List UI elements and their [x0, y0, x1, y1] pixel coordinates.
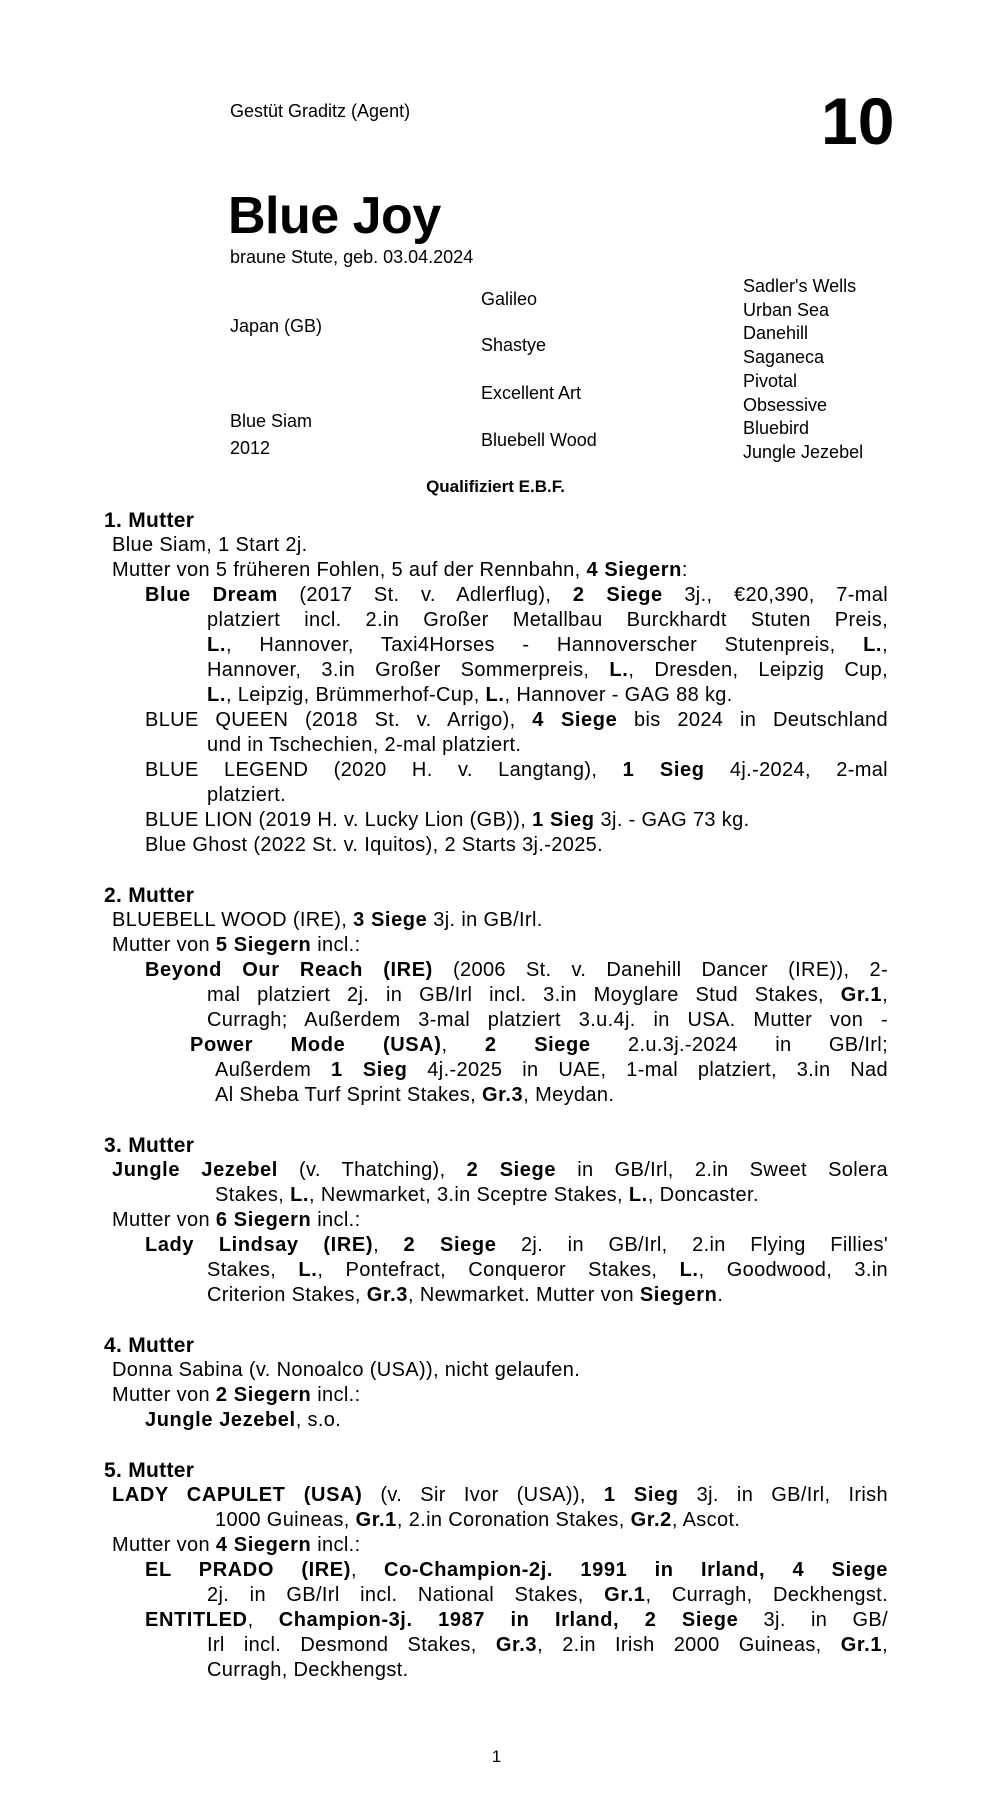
text-line	[207, 608, 888, 633]
text-run: ,	[351, 1559, 385, 1581]
text-run: 3j. in GB/	[738, 1609, 888, 1631]
text-line	[112, 1208, 360, 1233]
pedigree-great-grandparent: Pivotal	[743, 370, 798, 391]
text-run: , Pontefract, Conqueror Stakes,	[317, 1259, 680, 1281]
text-line	[145, 1608, 888, 1633]
bold-run: EL PRADO (IRE)	[145, 1559, 352, 1581]
bold-run: Lady Lindsay (IRE)	[145, 1234, 374, 1256]
bold-run: 4 Siegern	[586, 559, 682, 581]
text-run: Irl incl. Desmond Stakes,	[207, 1634, 496, 1656]
text-line	[215, 1183, 759, 1208]
bold-run: Gr.1	[840, 984, 883, 1006]
bold-run: Gr.1	[840, 1634, 883, 1656]
text-run: Stakes,	[215, 1184, 291, 1206]
text-run: :	[681, 559, 688, 581]
bold-run: L.	[207, 684, 226, 706]
text-run: Mutter von	[112, 934, 216, 956]
text-run: 3j. in GB/Irl.	[427, 909, 543, 931]
text-line	[207, 633, 888, 658]
text-run: Außerdem	[215, 1059, 332, 1081]
text-run: in GB/Irl, 2.in Sweet Solera	[556, 1159, 888, 1181]
text-run: Blue Ghost (2022 St. v. Iquitos), 2 Starts 3j.-2025.	[145, 834, 604, 856]
text-run: und in Tschechien, 2-mal platziert.	[207, 734, 522, 756]
pedigree-great-grandparent: Sadler's Wells	[743, 276, 857, 296]
text-run: Mutter von	[112, 1534, 216, 1556]
text-line	[215, 1083, 614, 1108]
text-run: 3j., €20,390, 7-mal	[662, 584, 888, 606]
text-run: BLUE LION (2019 H. v. Lucky Lion (GB)),	[145, 809, 533, 831]
bold-run: 3 Siege	[353, 909, 428, 931]
text-line	[215, 1508, 740, 1533]
text-line	[112, 558, 688, 583]
text-line	[207, 1633, 888, 1658]
bold-run: 4 Siegern	[215, 1534, 312, 1556]
text-line	[112, 933, 360, 958]
text-run: , Ascot.	[671, 1509, 741, 1531]
bold-run: Jungle Jezebel	[112, 1159, 278, 1181]
bold-run: Gr.3	[366, 1284, 409, 1306]
text-run: incl.:	[311, 1209, 361, 1231]
text-line	[207, 658, 888, 683]
text-line	[215, 1058, 888, 1083]
text-line	[145, 1233, 888, 1258]
text-run: , Goodwood, 3.in	[698, 1259, 888, 1281]
text-run: platziert incl. 2.in Großer Metallbau Burckhardt Stuten Preis,	[207, 609, 888, 631]
bold-run: 6 Siegern	[215, 1209, 312, 1231]
text-run: 3j. - GAG 73 kg.	[594, 809, 750, 831]
text-run: BLUE LEGEND (2020 H. v. Langtang),	[145, 759, 623, 781]
page-number: 1	[491, 1747, 502, 1766]
qualification-text: Qualifiziert E.B.F.	[426, 477, 565, 496]
text-line	[145, 1408, 341, 1433]
bold-run: L.	[485, 684, 505, 706]
text-run: Mutter von 5 früheren Fohlen, 5 auf der Rennbahn,	[112, 559, 587, 581]
text-run: Criterion Stakes,	[207, 1284, 367, 1306]
text-run: (2017 St. v. Adlerflug),	[277, 584, 573, 606]
pedigree-grandparent: Bluebell Wood	[481, 430, 597, 450]
section-heading: 2. Mutter	[104, 884, 195, 907]
text-line	[145, 958, 888, 983]
bold-run: L.	[290, 1184, 310, 1206]
text-line	[207, 1583, 888, 1608]
text-run: , Doncaster.	[647, 1184, 759, 1206]
bold-run: L.	[679, 1259, 699, 1281]
text-run: 4j.-2025 in UAE, 1-mal platziert, 3.in Nad	[407, 1059, 888, 1081]
text-line	[207, 733, 521, 758]
text-line	[190, 1033, 888, 1058]
bold-run: 2 Siegern	[215, 1384, 312, 1406]
text-line	[145, 833, 603, 858]
pedigree-great-grandparents	[743, 275, 863, 465]
bold-run: Gr.1	[355, 1509, 397, 1531]
text-run: , Dresden, Leipzig Cup,	[628, 659, 888, 681]
text-run: , Newmarket, 3.in Sceptre Stakes,	[309, 1184, 629, 1206]
text-run: , Leipzig, Brümmerhof-Cup,	[225, 684, 486, 706]
bold-run: 1 Sieg	[532, 809, 595, 831]
text-line	[145, 758, 888, 783]
text-run: (v. Sir Ivor (USA)),	[362, 1484, 604, 1506]
text-run: 2j. in GB/Irl incl. National Stakes,	[207, 1584, 605, 1606]
section-heading: 1. Mutter	[104, 509, 195, 532]
text-line	[207, 1258, 888, 1283]
text-line	[145, 708, 888, 733]
pedigree-great-grandparent: Bluebird	[743, 418, 810, 439]
text-run: , Meydan.	[523, 1084, 615, 1106]
text-line	[112, 1358, 580, 1383]
horse-description: braune Stute, geb. 03.04.2024	[230, 247, 474, 267]
text-line	[112, 533, 308, 558]
text-run: ,	[882, 634, 888, 656]
bold-run: Gr.2	[630, 1509, 672, 1531]
text-line	[145, 583, 888, 608]
text-line	[207, 1658, 409, 1683]
text-run: , s.o.	[295, 1409, 342, 1431]
pedigree-great-grandparent: Danehill	[743, 323, 809, 344]
text-run: , 2.in Coronation Stakes,	[396, 1509, 631, 1531]
bold-run: L.	[207, 634, 226, 656]
text-run: BLUEBELL WOOD (IRE),	[112, 909, 354, 931]
seller-name: Gestüt Graditz (Agent)	[230, 101, 411, 121]
text-line	[207, 683, 733, 708]
text-line	[112, 1483, 888, 1508]
text-run: platziert.	[207, 784, 287, 806]
bold-run: Blue Dream	[145, 584, 278, 606]
bold-run: Gr.1	[604, 1584, 646, 1606]
bold-run: Beyond Our Reach (IRE)	[145, 959, 433, 981]
text-run: Curragh; Außerdem 3-mal platziert 3.u.4j. in USA. Mutter von -	[207, 1009, 888, 1031]
pedigree-great-grandparent: Urban Sea	[743, 299, 830, 320]
bold-run: 1 Sieg	[331, 1059, 408, 1081]
text-run: Al Sheba Turf Sprint Stakes,	[215, 1084, 482, 1106]
bold-run: 1 Sieg	[622, 759, 705, 781]
text-run: 3j. in GB/Irl, Irish	[678, 1484, 888, 1506]
text-run: BLUE QUEEN (2018 St. v. Arrigo),	[145, 709, 533, 731]
bold-run: Gr.3	[495, 1634, 538, 1656]
text-line	[207, 983, 888, 1008]
text-run: incl.:	[311, 934, 361, 956]
text-run: ,	[441, 1034, 485, 1056]
text-run: Stakes,	[207, 1259, 299, 1281]
text-line	[207, 1008, 888, 1033]
text-run: (2006 St. v. Danehill Dancer (IRE)), 2-	[432, 959, 888, 981]
bold-run: Siegern	[639, 1284, 718, 1306]
bold-run: L.	[628, 1184, 648, 1206]
qualification-note	[0, 477, 993, 497]
text-run: ,	[247, 1609, 279, 1631]
bold-run: 2 Siege	[484, 1034, 591, 1056]
section-heading: 3. Mutter	[104, 1134, 195, 1157]
pedigree-grandparent: Excellent Art	[481, 383, 582, 403]
pedigree-sire: Japan (GB)	[230, 316, 323, 336]
text-run: (v. Thatching),	[277, 1159, 467, 1181]
text-run: .	[717, 1284, 724, 1306]
text-run: 1000 Guineas,	[215, 1509, 356, 1531]
text-run: , 2.in Irish 2000 Guineas,	[537, 1634, 841, 1656]
bold-run: LADY CAPULET (USA)	[112, 1484, 363, 1506]
text-line	[112, 1158, 888, 1183]
bold-run: Jungle Jezebel	[145, 1409, 296, 1431]
text-run: mal platziert 2j. in GB/Irl incl. 3.in Moyglare Stud Stakes,	[207, 984, 841, 1006]
bold-run: 4 Siege	[532, 709, 618, 731]
bold-run: Champion-3j. 1987 in Irland, 2 Siege	[278, 1609, 739, 1631]
section-heading: 4. Mutter	[104, 1334, 195, 1357]
horse-name: Blue Joy	[228, 187, 441, 245]
text-line	[145, 808, 750, 833]
text-line	[207, 1283, 723, 1308]
text-run: bis 2024 in Deutschland	[617, 709, 888, 731]
bold-run: Power Mode (USA)	[190, 1034, 442, 1056]
pedigree-great-grandparent: Jungle Jezebel	[743, 441, 864, 462]
text-run: 4j.-2024, 2-mal	[704, 759, 888, 781]
bold-run: 1 Sieg	[603, 1484, 679, 1506]
text-run: , Hannover, Taxi4Horses - Hannoverscher Stutenpreis,	[225, 634, 864, 656]
text-run: 2.u.3j.-2024 in GB/Irl;	[590, 1034, 888, 1056]
text-run: Mutter von	[112, 1209, 216, 1231]
text-run: ,	[882, 984, 888, 1006]
text-run: Hannover, 3.in Großer Sommerpreis,	[207, 659, 610, 681]
pedigree-dam: Blue Siam	[230, 411, 313, 431]
bold-run: L.	[863, 634, 883, 656]
pedigree-grandparent: Shastye	[481, 335, 547, 355]
text-run: , Newmarket. Mutter von	[408, 1284, 640, 1306]
text-line	[145, 1558, 888, 1583]
bold-run: 2 Siege	[403, 1234, 497, 1256]
text-run: Curragh, Deckhengst.	[207, 1659, 409, 1681]
pedigree-great-grandparent: Saganeca	[743, 347, 825, 368]
text-run: incl.:	[311, 1534, 361, 1556]
text-line	[112, 1383, 360, 1408]
bold-run: L.	[298, 1259, 318, 1281]
text-run: incl.:	[311, 1384, 361, 1406]
bold-run: 5 Siegern	[215, 934, 312, 956]
section-heading: 5. Mutter	[104, 1459, 195, 1482]
bold-run: Gr.3	[481, 1084, 524, 1106]
pedigree-great-grandparent: Obsessive	[743, 394, 828, 415]
pedigree-dam-year: 2012	[230, 438, 271, 458]
text-run: Mutter von	[112, 1384, 216, 1406]
bold-run: 2 Siege	[572, 584, 663, 606]
pedigree-grandparent: Galileo	[481, 289, 538, 309]
bold-run: Co-Champion-2j. 1991 in Irland, 4 Siege	[384, 1559, 888, 1581]
lot-number: 10	[821, 84, 895, 158]
text-line	[207, 783, 286, 808]
text-run: ,	[882, 1634, 888, 1656]
text-run: Blue Siam, 1 Start 2j.	[112, 534, 308, 556]
bold-run: 2 Siege	[466, 1159, 557, 1181]
text-line	[112, 908, 543, 933]
text-line	[112, 1533, 360, 1558]
text-run: Donna Sabina (v. Nonoalco (USA)), nicht gelaufen.	[112, 1359, 581, 1381]
text-run: , Hannover - GAG 88 kg.	[504, 684, 733, 706]
bold-run: L.	[609, 659, 629, 681]
bold-run: ENTITLED	[145, 1609, 248, 1631]
text-run: , Curragh, Deckhengst.	[645, 1584, 888, 1606]
text-run: 2j. in GB/Irl, 2.in Flying Fillies'	[496, 1234, 888, 1256]
text-run: ,	[373, 1234, 404, 1256]
